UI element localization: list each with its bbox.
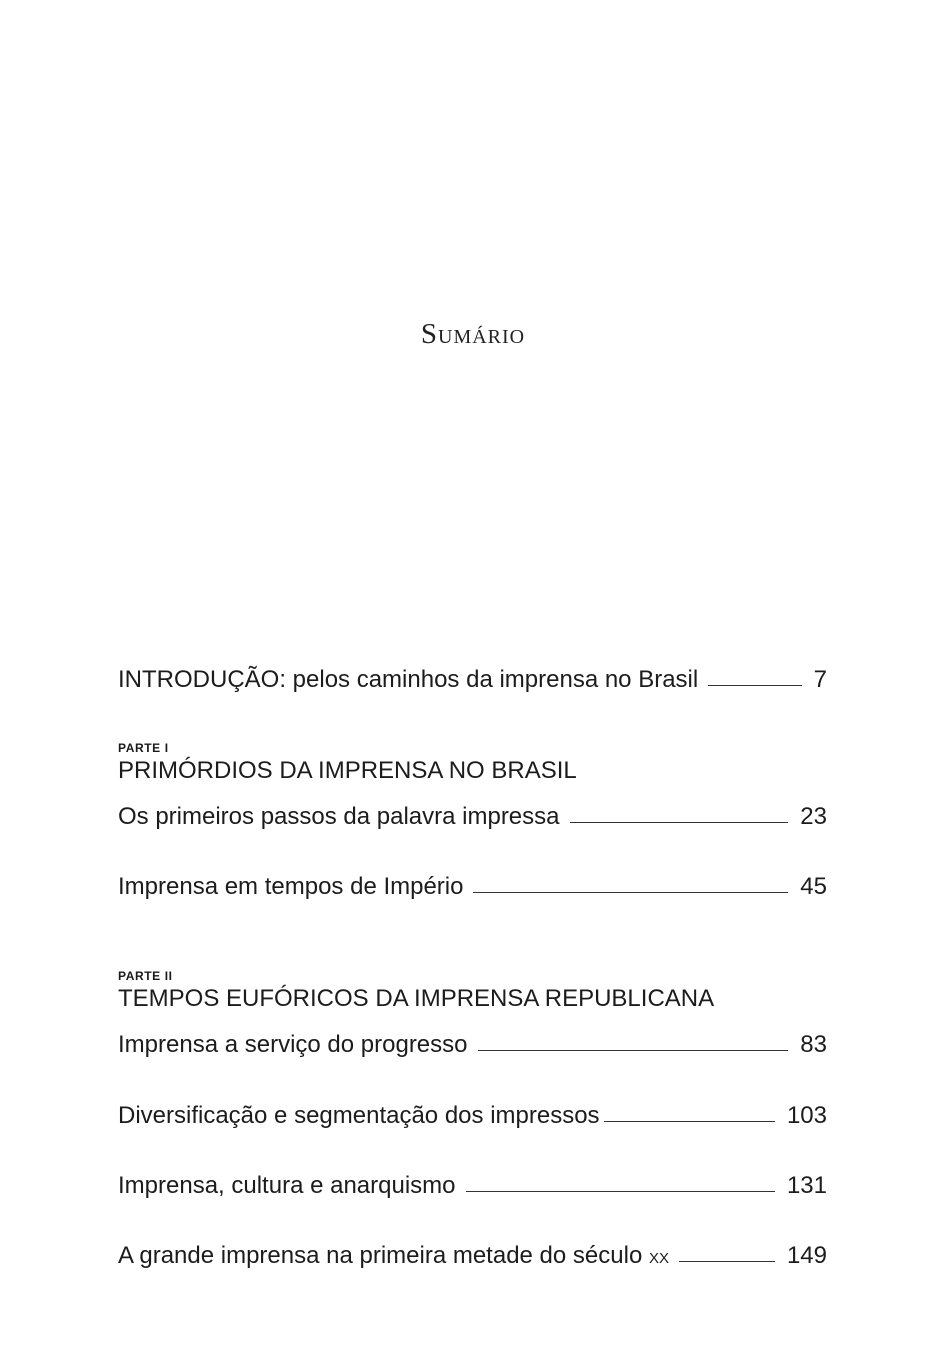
toc-entry[interactable] bbox=[118, 873, 827, 905]
part-title: PRIMÓRDIOS DA IMPRENSA NO BRASIL bbox=[118, 757, 577, 784]
toc-page-number: 7 bbox=[813, 666, 827, 693]
toc-entry[interactable] bbox=[118, 1172, 827, 1204]
toc-entry-title-century: xx bbox=[648, 1243, 669, 1268]
dot-leader bbox=[466, 1190, 775, 1192]
dot-leader bbox=[473, 891, 788, 893]
toc-entry-title: Diversificação e segmentação dos impressos bbox=[118, 1102, 600, 1129]
toc-page-number: 149 bbox=[786, 1242, 827, 1269]
toc-entry-title: INTRODUÇÃO: pelos caminhos da imprensa no Brasil bbox=[118, 666, 699, 693]
toc-entry-title: Imprensa em tempos de Império bbox=[118, 873, 464, 900]
toc-entry-title-text: A grande imprensa na primeira metade do século bbox=[118, 1242, 643, 1269]
toc-entry[interactable] bbox=[118, 1242, 827, 1274]
part-title: TEMPOS EUFÓRICOS DA IMPRENSA REPUBLICANA bbox=[118, 985, 715, 1012]
toc-entry-title: Imprensa a serviço do progresso bbox=[118, 1031, 468, 1058]
toc-page-number: 45 bbox=[800, 873, 827, 900]
page-title: Sumário bbox=[420, 318, 526, 350]
dot-leader bbox=[708, 684, 801, 686]
toc-entry[interactable] bbox=[118, 803, 827, 835]
toc-page-number: 83 bbox=[800, 1031, 827, 1058]
toc-page-number: 23 bbox=[800, 803, 827, 830]
toc-page-number: 131 bbox=[786, 1172, 827, 1199]
part-label: PARTE II bbox=[118, 969, 173, 983]
toc-entry-title bbox=[118, 1242, 669, 1270]
dot-leader bbox=[604, 1120, 775, 1122]
part-label: PARTE I bbox=[118, 741, 169, 755]
dot-leader bbox=[478, 1049, 789, 1051]
dot-leader bbox=[679, 1260, 775, 1262]
toc-entry[interactable] bbox=[118, 1102, 827, 1134]
toc-entry-title: Imprensa, cultura e anarquismo bbox=[118, 1172, 456, 1199]
toc-entry[interactable] bbox=[118, 1031, 827, 1063]
toc-entry-introduction[interactable] bbox=[118, 666, 827, 698]
toc-entry-title: Os primeiros passos da palavra impressa bbox=[118, 803, 560, 830]
dot-leader bbox=[570, 821, 789, 823]
toc-page-number: 103 bbox=[786, 1102, 827, 1129]
